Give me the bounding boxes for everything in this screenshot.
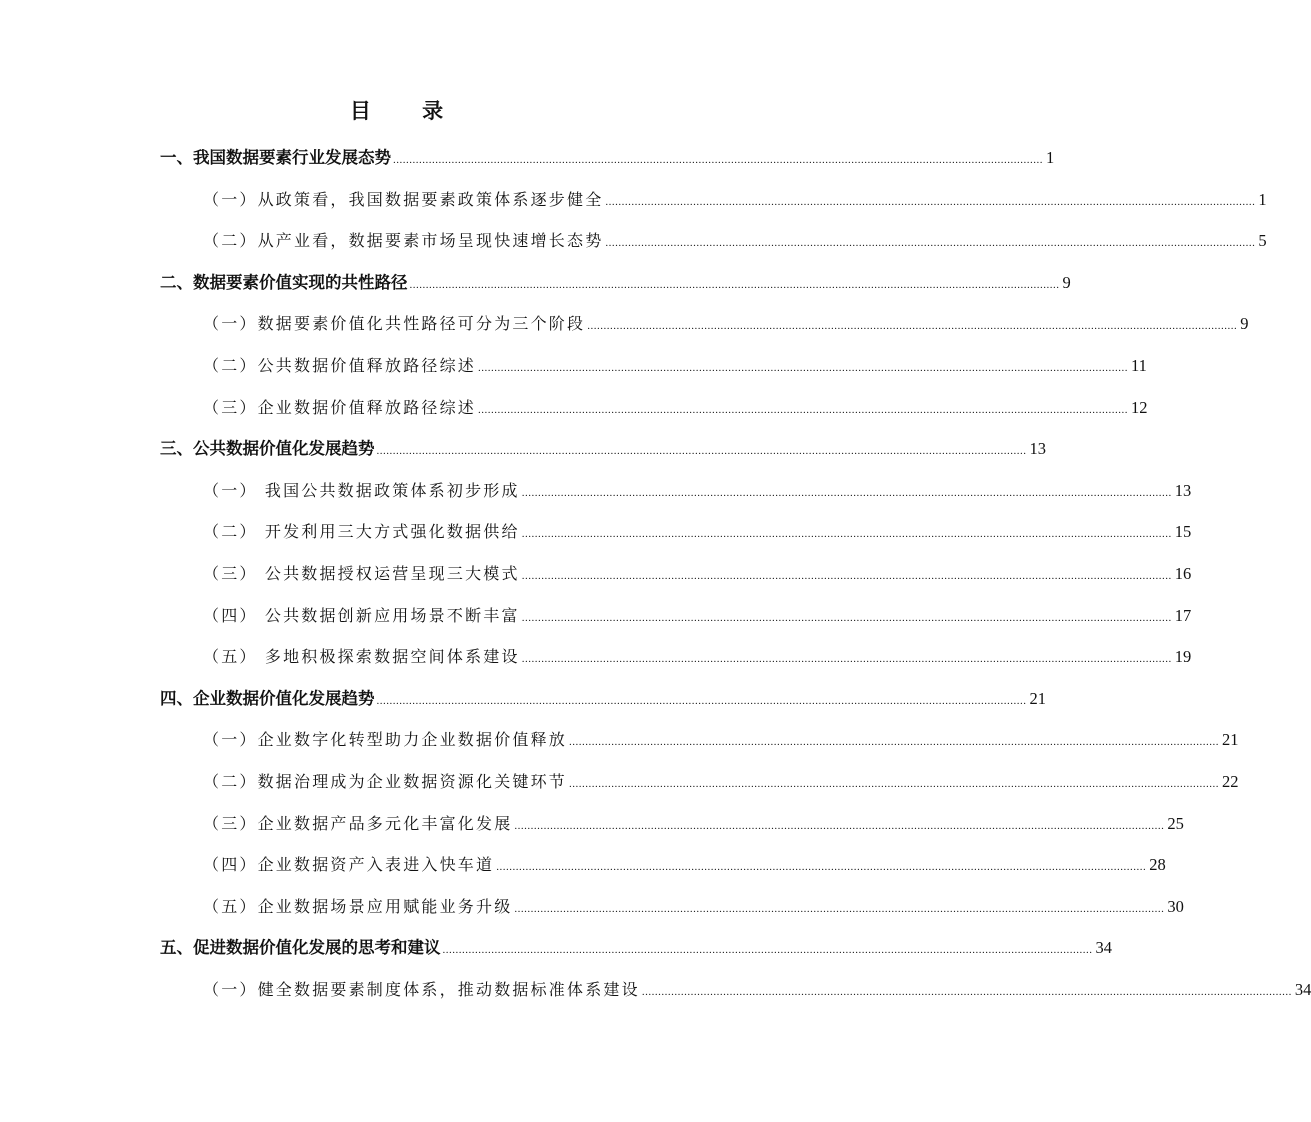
toc-chapter-entry[interactable] — [160, 686, 1046, 712]
toc-entry-text: （一）数据要素价值化共性路径可分为三个阶段 — [203, 314, 586, 334]
toc-leader-dots: ........................................................................................................................................................................................................ — [605, 195, 1256, 208]
toc-section-entry[interactable] — [203, 811, 1184, 837]
toc-entry-text: （三） 公共数据授权运营呈现三大模式 — [203, 564, 520, 583]
toc-chapter-entry[interactable] — [160, 935, 1112, 961]
toc-leader-dots: ........................................................................................................................................................................................................ — [496, 861, 1147, 874]
toc-page-number: 1 — [1046, 148, 1055, 167]
toc-leader-dots: ........................................................................................................................................................................................................ — [514, 819, 1165, 832]
toc-section-entry[interactable] — [203, 561, 1192, 587]
toc-entry-text: （一）从政策看，我国数据要素政策体系逐步健全 — [203, 189, 604, 209]
toc-page-number: 5 — [1258, 231, 1267, 251]
toc-entry-text: （三）企业数据价值释放路径综述 — [203, 397, 477, 417]
toc-section-entry[interactable] — [203, 478, 1192, 504]
toc-page-number: 16 — [1174, 564, 1192, 583]
toc-page-number: 30 — [1167, 896, 1184, 916]
toc-leader-dots: ........................................................................................................................................................................................................ — [514, 902, 1165, 915]
toc-entry-text: 二、数据要素价值实现的共性路径 — [160, 272, 408, 292]
toc-section-entry[interactable] — [203, 727, 1239, 753]
toc-page-number: 25 — [1167, 813, 1184, 833]
toc-leader-dots: ........................................................................................................................................................................................................ — [569, 778, 1220, 790]
toc-section-entry[interactable] — [203, 852, 1166, 878]
toc-section-entry[interactable] — [203, 603, 1192, 629]
toc-section-entry[interactable] — [203, 519, 1192, 545]
toc-entry-text: 三、公共数据价值化发展趋势 — [160, 439, 375, 459]
toc-leader-dots: ........................................................................................................................................................................................................ — [393, 154, 1043, 166]
toc-page-number: 21 — [1222, 730, 1239, 750]
toc-section-entry[interactable] — [203, 395, 1148, 421]
toc-page-number: 34 — [1095, 938, 1112, 958]
toc-page-number: 21 — [1029, 688, 1046, 708]
toc-entry-text: （一）企业数字化转型助力企业数据价值释放 — [203, 730, 568, 750]
toc-section-entry[interactable] — [203, 228, 1267, 254]
toc-leader-dots: ........................................................................................................................................................................................................ — [376, 694, 1027, 707]
toc-leader-dots: ........................................................................................................................................................................................................ — [376, 445, 1027, 458]
toc-entry-text: 一、我国数据要素行业发展态势 — [160, 148, 391, 167]
toc-entry-text: （四）企业数据资产入表进入快车道 — [203, 855, 495, 875]
toc-page-number: 22 — [1222, 772, 1239, 791]
toc-leader-dots: ........................................................................................................................................................................................................ — [478, 362, 1129, 374]
toc-leader-dots: ........................................................................................................................................................................................................ — [605, 237, 1256, 250]
page-title: 目 录 — [349, 99, 466, 123]
toc-page-number: 9 — [1062, 272, 1071, 292]
toc-page-number: 17 — [1174, 605, 1192, 625]
toc-entry-text: （二） 开发利用三大方式强化数据供给 — [203, 522, 520, 542]
toc-entry-text: （五）企业数据场景应用赋能业务升级 — [203, 896, 513, 916]
toc-leader-dots: ........................................................................................................................................................................................................ — [521, 611, 1172, 624]
toc-section-entry[interactable] — [203, 187, 1267, 213]
toc-leader-dots: ........................................................................................................................................................................................................ — [641, 986, 1292, 998]
toc-entry-text: （二）数据治理成为企业数据资源化关键环节 — [203, 772, 568, 791]
toc-entry-text: （三）企业数据产品多元化丰富化发展 — [203, 813, 513, 833]
toc-chapter-entry[interactable] — [160, 436, 1046, 462]
toc-section-entry[interactable] — [203, 353, 1147, 379]
toc-entry-text: （二）公共数据价值释放路径综述 — [203, 356, 477, 375]
toc-page-number: 13 — [1174, 480, 1192, 500]
toc-page-number: 13 — [1029, 439, 1046, 459]
toc-section-entry[interactable] — [203, 644, 1192, 670]
toc-leader-dots: ........................................................................................................................................................................................................ — [569, 736, 1220, 749]
toc-chapter-entry[interactable] — [160, 145, 1055, 171]
toc-page-number: 15 — [1174, 522, 1192, 542]
toc-entry-text: （五） 多地积极探索数据空间体系建设 — [203, 647, 520, 667]
toc-page-number: 11 — [1131, 356, 1147, 375]
toc-page-number: 9 — [1240, 314, 1249, 334]
toc-leader-dots: ........................................................................................................................................................................................................ — [478, 403, 1129, 416]
toc-leader-dots: ........................................................................................................................................................................................................ — [521, 570, 1172, 582]
toc-page-number: 1 — [1258, 189, 1267, 209]
toc-section-entry[interactable] — [203, 311, 1249, 337]
toc-page-number: 12 — [1131, 397, 1148, 417]
toc-page-number: 28 — [1149, 855, 1166, 875]
toc-page-number: 34 — [1294, 980, 1311, 999]
toc-entry-text: （一） 我国公共数据政策体系初步形成 — [203, 480, 520, 500]
toc-leader-dots: ........................................................................................................................................................................................................ — [587, 320, 1238, 333]
toc-leader-dots: ........................................................................................................................................................................................................ — [409, 278, 1060, 291]
toc-leader-dots: ........................................................................................................................................................................................................ — [521, 528, 1172, 541]
toc-leader-dots: ........................................................................................................................................................................................................ — [442, 944, 1093, 957]
toc-entry-text: 四、企业数据价值化发展趋势 — [160, 688, 375, 708]
toc-section-entry[interactable] — [203, 977, 1311, 1003]
toc-entry-text: （二）从产业看，数据要素市场呈现快速增长态势 — [203, 231, 604, 251]
toc-chapter-entry[interactable] — [160, 270, 1071, 296]
toc-leader-dots: ........................................................................................................................................................................................................ — [521, 653, 1172, 666]
toc-leader-dots: ........................................................................................................................................................................................................ — [521, 486, 1172, 499]
toc-entry-text: （四） 公共数据创新应用场景不断丰富 — [203, 605, 520, 625]
toc-section-entry[interactable] — [203, 894, 1184, 920]
toc-entry-text: 五、促进数据价值化发展的思考和建议 — [160, 938, 441, 958]
toc-entry-text: （一）健全数据要素制度体系，推动数据标准体系建设 — [203, 980, 640, 999]
toc-section-entry[interactable] — [203, 769, 1239, 795]
toc-page-number: 19 — [1174, 647, 1192, 667]
